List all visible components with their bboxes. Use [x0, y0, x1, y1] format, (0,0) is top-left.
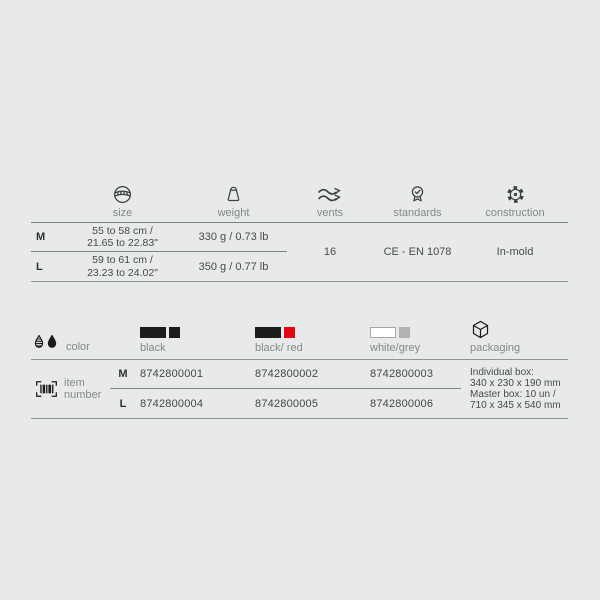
item-number-m-white-grey: 8742800003	[366, 360, 461, 389]
color-row-header	[31, 322, 136, 360]
packaging-header	[461, 322, 568, 360]
color-label: color	[66, 341, 90, 353]
construction-icon	[504, 183, 527, 206]
weight-header-label: weight	[217, 207, 250, 219]
item-number-m-black-red: 8742800002	[251, 360, 366, 389]
colorway-black-red	[251, 322, 366, 360]
size-value-l: 59 to 61 cm / 23.23 to 24.02"	[87, 254, 158, 279]
item-table	[31, 322, 568, 419]
item-number-m-black: 8742800001	[136, 360, 251, 389]
spec-header-construction	[462, 183, 568, 223]
weight-value-l: 350 g / 0.77 lb	[198, 260, 269, 273]
weight-value-m: 330 g / 0.73 lb	[180, 223, 287, 252]
size-row-label-l: L	[36, 260, 43, 273]
black-swatch-main	[140, 327, 166, 338]
colorway-black-label: black	[140, 342, 166, 354]
packaging-line-1: Individual box:	[470, 366, 534, 378]
standards-header-label: standards	[393, 207, 442, 219]
item-row-label-l: L	[119, 397, 127, 410]
black-red-swatch-main	[255, 327, 281, 338]
size-value-m: 55 to 58 cm / 21.65 to 22.83"	[65, 223, 180, 252]
box-icon	[470, 319, 568, 340]
item-number-header	[31, 360, 110, 418]
packaging-line-4: 710 x 345 x 540 mm	[470, 400, 561, 412]
standards-value: CE - EN 1078	[383, 246, 452, 258]
colorway-black	[136, 322, 251, 360]
vents-header-label: vents	[316, 207, 344, 219]
head-size-icon	[111, 183, 134, 206]
colorway-black-swatches	[140, 327, 251, 338]
packaging-line-2: 340 x 230 x 190 mm	[470, 377, 561, 389]
droplets-icon	[33, 334, 60, 353]
vents-value: 16	[323, 246, 337, 258]
spec-table	[31, 183, 568, 282]
standards-icon	[406, 183, 429, 206]
white-grey-swatch-main	[370, 327, 396, 338]
barcode-icon	[34, 379, 59, 399]
colorway-white-grey-label: white/grey	[370, 342, 421, 354]
item-number-l-white-grey: 8742800006	[370, 397, 434, 410]
item-number-l-black-red: 8742800005	[255, 397, 319, 410]
colorway-black-red-swatches	[255, 327, 366, 338]
packaging-line-3: Master box: 10 un /	[470, 389, 556, 400]
weight-icon	[222, 183, 245, 206]
spec-header-size	[65, 183, 180, 223]
colorway-white-grey	[366, 322, 461, 360]
black-red-swatch-accent	[284, 327, 295, 338]
vents-icon	[316, 185, 344, 206]
item-number-label: item number	[64, 376, 102, 401]
spec-header-vents	[287, 183, 373, 223]
item-row-label-m: M	[110, 360, 136, 389]
item-number-l-black: 8742800004	[140, 397, 204, 410]
packaging-label: packaging	[470, 342, 521, 354]
spec-header-weight	[180, 183, 287, 223]
spec-header-standards	[373, 183, 462, 223]
construction-value: In-mold	[496, 246, 534, 258]
white-grey-swatch-accent	[399, 327, 410, 338]
size-header-label: size	[112, 207, 133, 219]
construction-header-label: construction	[485, 207, 545, 219]
size-row-label-m: M	[31, 223, 65, 252]
colorway-black-red-label: black/ red	[255, 342, 303, 354]
spec-header-corner	[31, 183, 65, 223]
black-swatch-accent	[169, 327, 180, 338]
packaging-details	[461, 360, 568, 418]
colorway-white-grey-swatches	[370, 327, 461, 338]
